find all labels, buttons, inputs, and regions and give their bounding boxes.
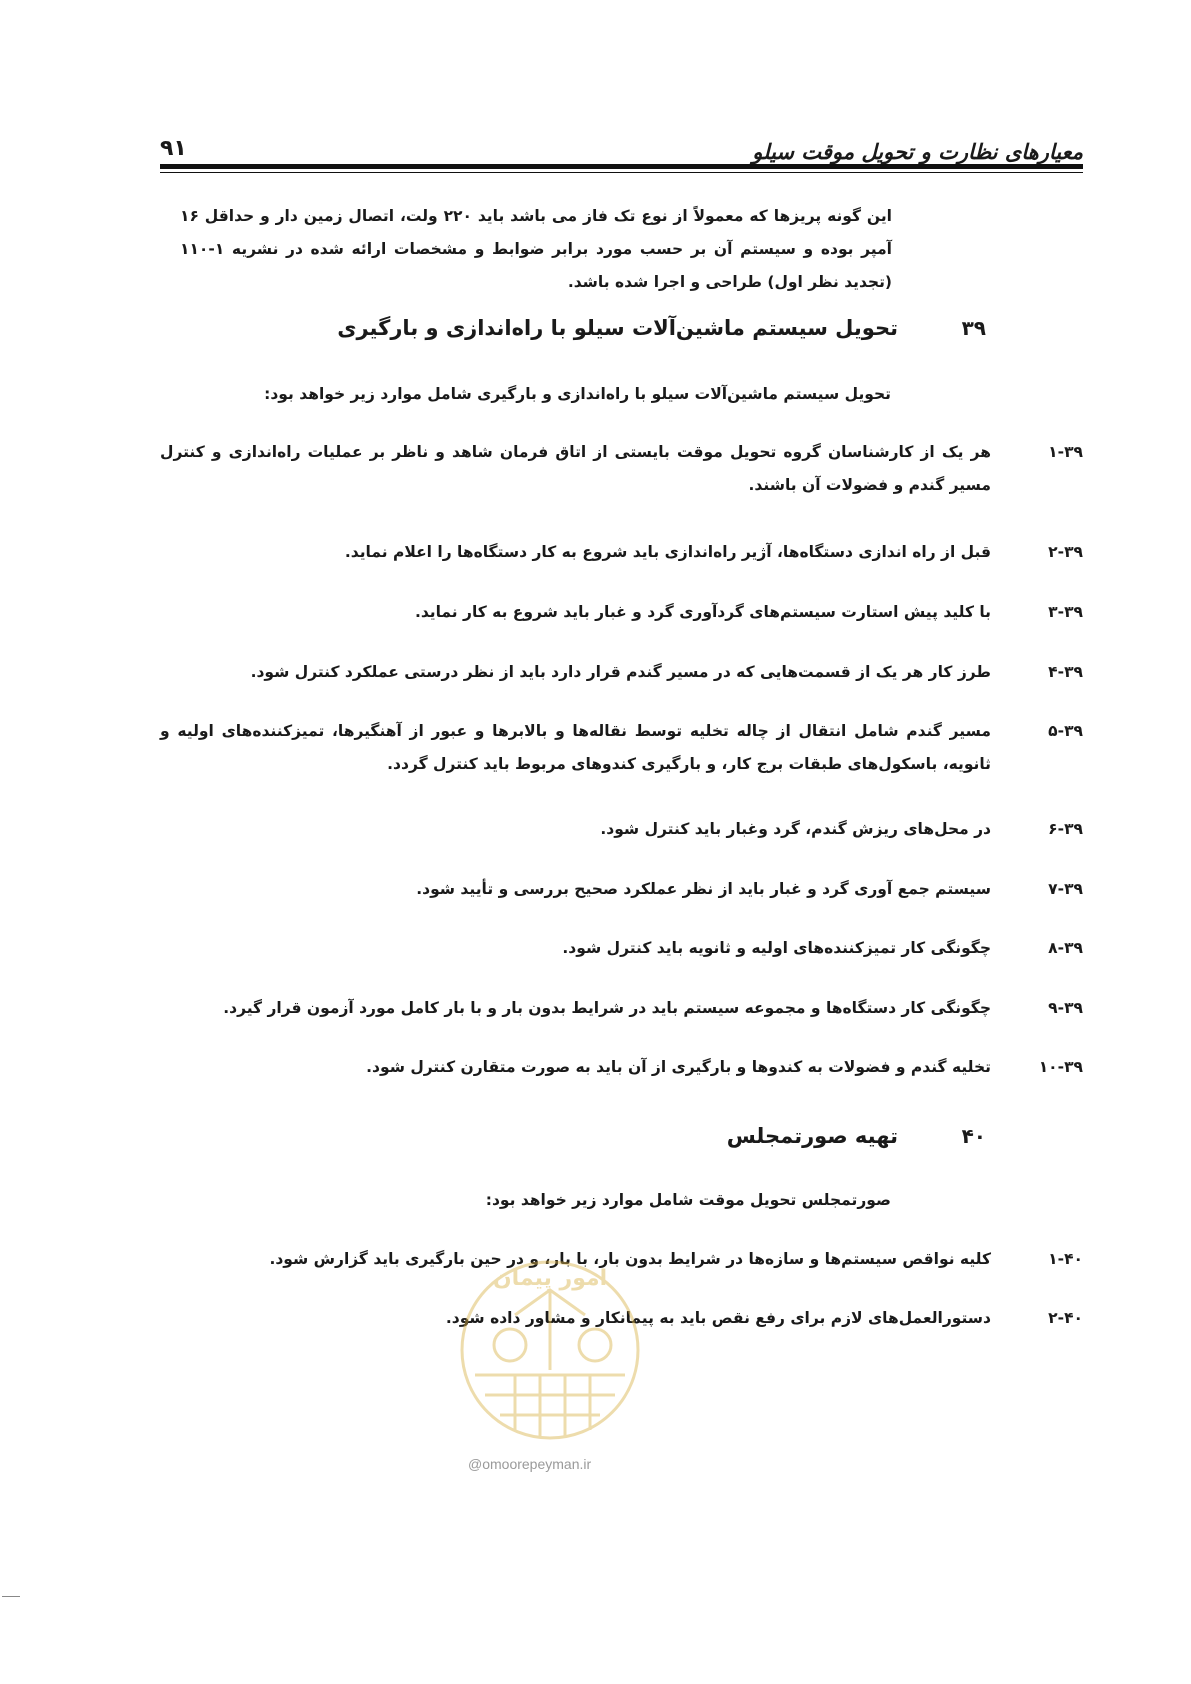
watermark-logo-icon: [455, 1255, 645, 1445]
item-number: ۹-۳۹: [1048, 999, 1083, 1017]
section-40-title: تهیه صورتمجلس: [726, 1124, 898, 1148]
item-text: دستورالعمل‌های لازم برای رفع نقص باید به پیمانکار و مشاور داده شود.: [445, 1309, 991, 1327]
list-item-39-1: [160, 436, 1083, 502]
section-39-intro: تحویل سیستم ماشین‌آلات سیلو با راه‌اندازی و بارگیری شامل موارد زیر خواهد بود:: [264, 385, 891, 403]
footer-mark: [2, 1596, 20, 1597]
list-item-39-4: [160, 656, 1083, 689]
list-item-39-2: [160, 536, 1083, 569]
item-text: در محل‌های ریزش گندم، گرد وغبار باید کنترل شود.: [600, 820, 991, 838]
list-item-39-3: [160, 596, 1083, 629]
watermark-logo-text: امور پیمان: [492, 1266, 608, 1291]
item-number: ۱-۳۹: [1048, 443, 1083, 461]
item-text: هر یک از کارشناسان گروه تحویل موقت بایستی از اتاق فرمان شاهد و ناظر بر عملیات راه‌اندازی و کنترل مسیر گندم و فضولات آن باشند.: [160, 443, 991, 494]
item-text: کلیه نواقص سیستم‌ها و سازه‌ها در شرایط بدون بار، با بار، و در حین بارگیری باید گزارش شود.: [269, 1250, 991, 1268]
item-text: تخلیه گندم و فضولات به کندوها و بارگیری از آن باید به صورت متقارن کنترل شود.: [366, 1058, 991, 1076]
item-number: ۸-۳۹: [1048, 939, 1083, 957]
item-number: ۳-۳۹: [1048, 603, 1083, 621]
section-39-number: ۳۹: [961, 316, 986, 340]
list-item-39-6: [160, 813, 1083, 846]
list-item-39-9: [160, 992, 1083, 1025]
list-item-39-8: [160, 932, 1083, 965]
item-text: چگونگی کار دستگاه‌ها و مجموعه سیستم باید در شرایط بدون بار و با بار کامل مورد آزمون قرار گیرد.: [223, 999, 991, 1017]
item-text: مسیر گندم شامل انتقال از چاله تخلیه توسط نقاله‌ها و بالابرها و عبور از آهنگیرها، تمیزکننده‌های اولیه و ثانویه، باسکول‌های طبقات برج کار، و بارگیری کندوهای مربوط باید کنترل گردد.: [160, 722, 991, 773]
item-text: قبل از راه اندازی دستگاه‌ها، آژیر راه‌اندازی باید شروع به کار دستگاه‌ها را اعلام نماید.: [344, 543, 991, 561]
item-number: ۷-۳۹: [1048, 880, 1083, 898]
item-number: ۶-۳۹: [1048, 820, 1083, 838]
list-item-39-5: [160, 715, 1083, 781]
item-text: با کلید پیش استارت سیستم‌های گردآوری گرد و غبار باید شروع به کار نماید.: [414, 603, 991, 621]
item-number: ۵-۳۹: [1048, 722, 1083, 740]
item-number: ۴-۳۹: [1048, 663, 1083, 681]
section-39-title: تحویل سیستم ماشین‌آلات سیلو با راه‌اندازی و بارگیری: [337, 316, 898, 340]
section-40-number: ۴۰: [961, 1124, 986, 1148]
header-rule-thin: [160, 172, 1083, 173]
section-40-intro: صورتمجلس تحویل موقت شامل موارد زیر خواهد بود:: [485, 1191, 891, 1209]
list-item-39-7: [160, 873, 1083, 906]
watermark-url: @omoorepeyman.ir: [468, 1456, 592, 1472]
item-number: ۲-۳۹: [1048, 543, 1083, 561]
item-number: ۱۰-۳۹: [1038, 1058, 1083, 1076]
item-number: ۱-۴۰: [1048, 1250, 1083, 1268]
page-number: ۹۱: [160, 136, 187, 161]
item-text: سیستم جمع آوری گرد و غبار باید از نظر عملکرد صحیح بررسی و تأیید شود.: [416, 880, 991, 898]
running-header-title: معیارهای نظارت و تحویل موقت سیلو: [752, 140, 1083, 164]
intro-paragraph: این گونه پریزها که معمولاً از نوع تک فاز می باشد باید ۲۲۰ ولت، اتصال زمین دار و حداقل ۱۶ آمپر بوده و سیستم آن بر حسب مورد برابر ضوابط و مشخصات ارائه شده در نشریه ۱-۱۱۰ (تجدید نظر اول) طراحی و اجرا شده باشد.: [180, 207, 892, 291]
item-text: طرز کار هر یک از قسمت‌هایی که در مسیر گندم قرار دارد باید از نظر درستی عملکرد کنترل شود.: [250, 663, 991, 681]
list-item-39-10: [160, 1051, 1083, 1084]
item-text: چگونگی کار تمیزکننده‌های اولیه و ثانویه باید کنترل شود.: [562, 939, 991, 957]
item-number: ۲-۴۰: [1048, 1309, 1083, 1327]
header-rule-thick: [160, 164, 1083, 169]
